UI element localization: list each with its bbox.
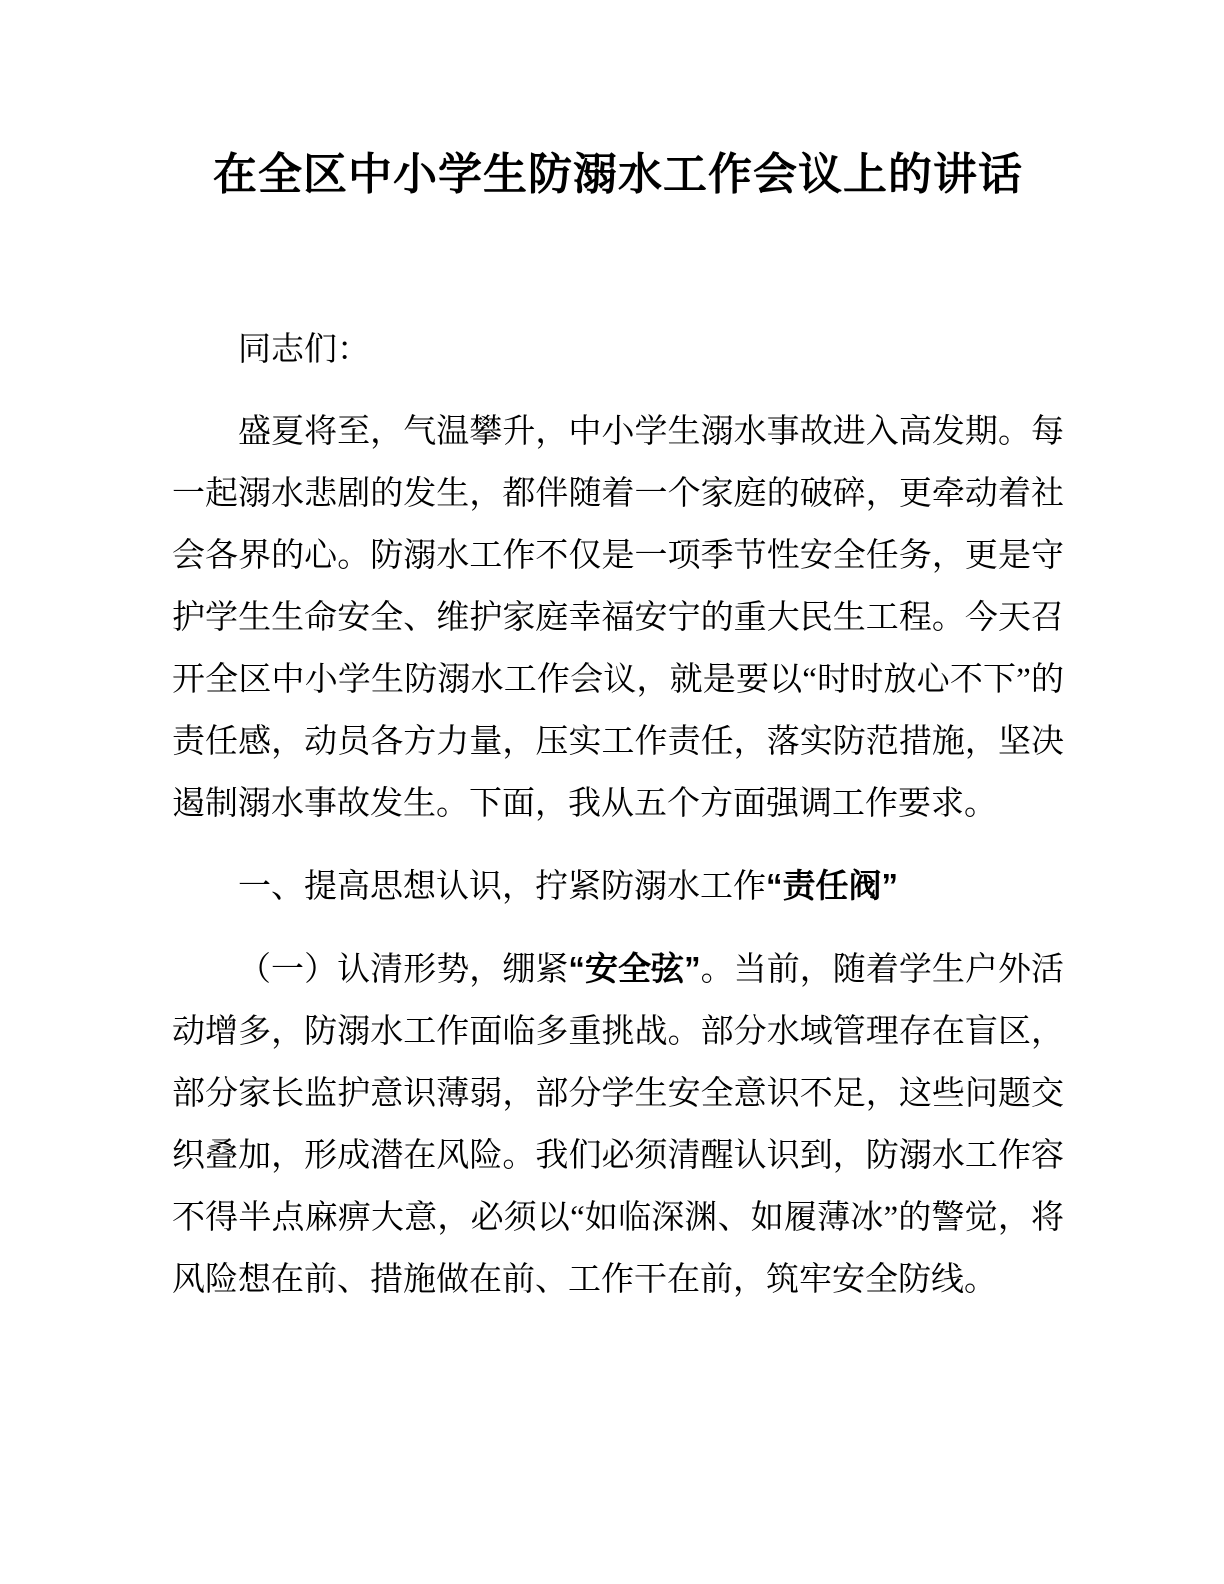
subsection-1-1-emphasis-term: “安全弦” — [568, 949, 701, 987]
opening-paragraph: 盛夏将至，气温攀升，中小学生溺水事故进入高发期。每一起溺水悲剧的发生，都伴随着一个家庭的破碎，更牵动着社会各界的心。防溺水工作不仅是一项季节性安全任务，更是守护学生生命安全、维护家庭幸福安宁的重大民生工程。今天召开全区中小学生防溺水工作会议，就是要以“时时放心不下”的责任感，动员各方力量，压实工作责任，落实防范措施，坚决遏制溺水事故发生。下面，我从五个方面强调工作要求。 — [172, 413, 1064, 822]
section-1-heading-lead: 一、提高思想认识，拧紧防溺水工作 — [238, 868, 766, 905]
document-title: 在全区中小学生防溺水工作会议上的讲话 — [213, 150, 1023, 199]
salutation-paragraph: 同志们： — [238, 331, 370, 368]
section-1-heading — [172, 855, 1064, 918]
subsection-1-1-body: 。当前，随着学生户外活动增多，防溺水工作面临多重挑战。部分水域管理存在盲区，部分家长监护意识薄弱，部分学生安全意识不足，这些问题交织叠加，形成潜在风险。我们必须清醒认识到，防溺水工作容不得半点麻痹大意，必须以“如临深渊、如履薄冰”的警觉，将风险想在前、措施做在前、工作干在前，筑牢安全防线。 — [172, 951, 1065, 1298]
section-1-heading-emphasis-term: “责任阀” — [766, 866, 898, 904]
subsection-1-1-paragraph — [172, 938, 1064, 1311]
subsection-1-1-lead: （一）认清形势，绷紧 — [238, 951, 569, 988]
